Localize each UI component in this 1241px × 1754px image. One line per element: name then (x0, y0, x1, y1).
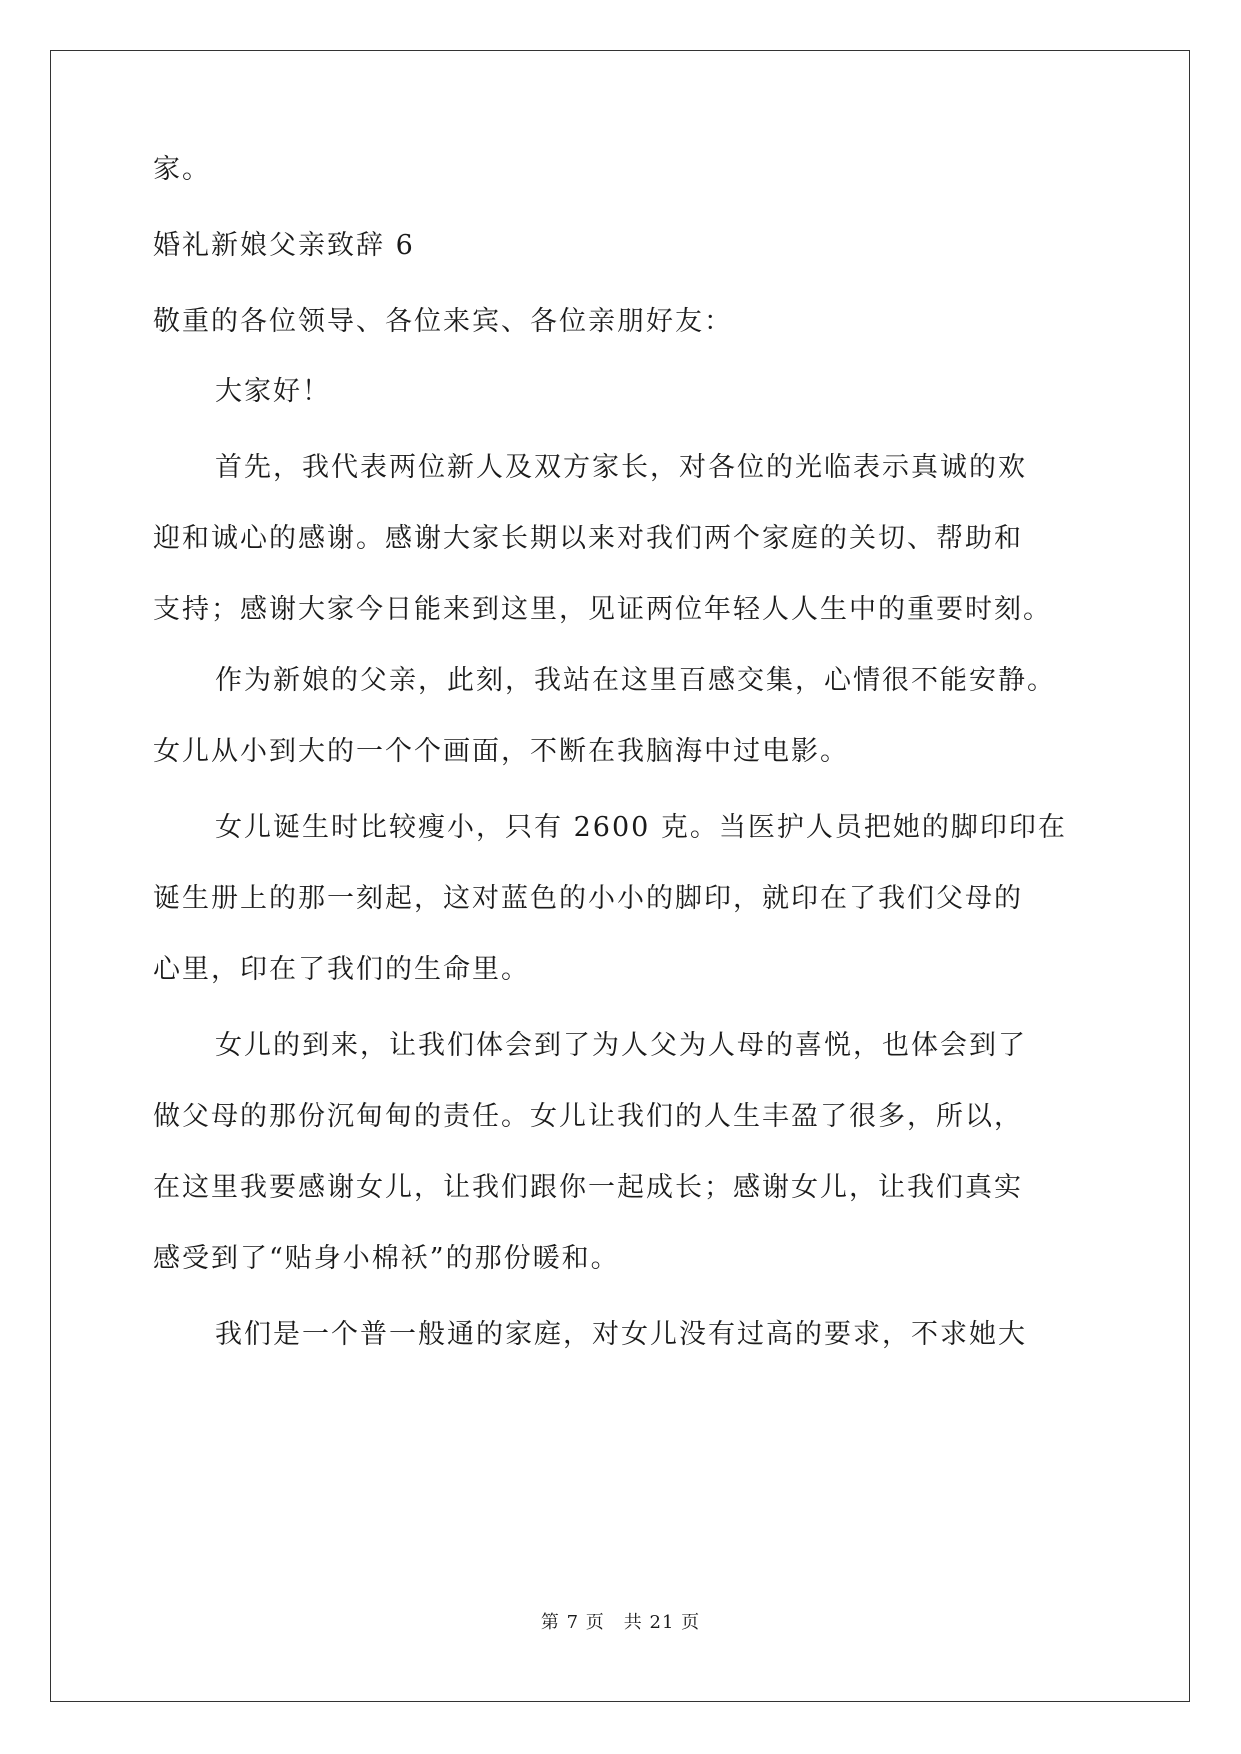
page-number: 第 7 页 共 21 页 (540, 1612, 701, 1633)
section-title: 婚礼新娘父亲致辞 6 (153, 230, 415, 261)
paragraph-line: 迎和诚心的感谢。感谢大家长期以来对我们两个家庭的关切、帮助和 (153, 523, 1023, 554)
paragraph-line: 做父母的那份沉甸甸的责任。女儿让我们的人生丰盈了很多，所以， (153, 1101, 1023, 1132)
paragraph-line: 作为新娘的父亲，此刻，我站在这里百感交集，心情很不能安静。 (215, 665, 1056, 696)
greeting: 大家好！ (215, 376, 331, 407)
text-line: 家。 (153, 154, 211, 185)
paragraph-line: 支持；感谢大家今日能来到这里，见证两位年轻人人生中的重要时刻。 (153, 594, 1052, 625)
paragraph-line: 在这里我要感谢女儿，让我们跟你一起成长；感谢女儿，让我们真实 (153, 1172, 1023, 1203)
page-border (50, 50, 1190, 1702)
salutation: 敬重的各位领导、各位来宾、各位亲朋好友： (153, 306, 733, 337)
paragraph-line: 首先，我代表两位新人及双方家长，对各位的光临表示真诚的欢 (215, 452, 1027, 483)
paragraph-line: 我们是一个普一般通的家庭，对女儿没有过高的要求，不求她大 (215, 1319, 1027, 1350)
paragraph-line: 女儿从小到大的一个个画面，不断在我脑海中过电影。 (153, 736, 849, 767)
paragraph-line: 心里，印在了我们的生命里。 (153, 954, 530, 985)
paragraph-line: 女儿诞生时比较瘦小，只有 2600 克。当医护人员把她的脚印印在 (215, 812, 1067, 843)
paragraph-line: 女儿的到来，让我们体会到了为人父为人母的喜悦，也体会到了 (215, 1030, 1027, 1061)
paragraph-line: 诞生册上的那一刻起，这对蓝色的小小的脚印，就印在了我们父母的 (153, 883, 1023, 914)
paragraph-line: 感受到了“贴身小棉袄”的那份暖和。 (153, 1243, 620, 1274)
